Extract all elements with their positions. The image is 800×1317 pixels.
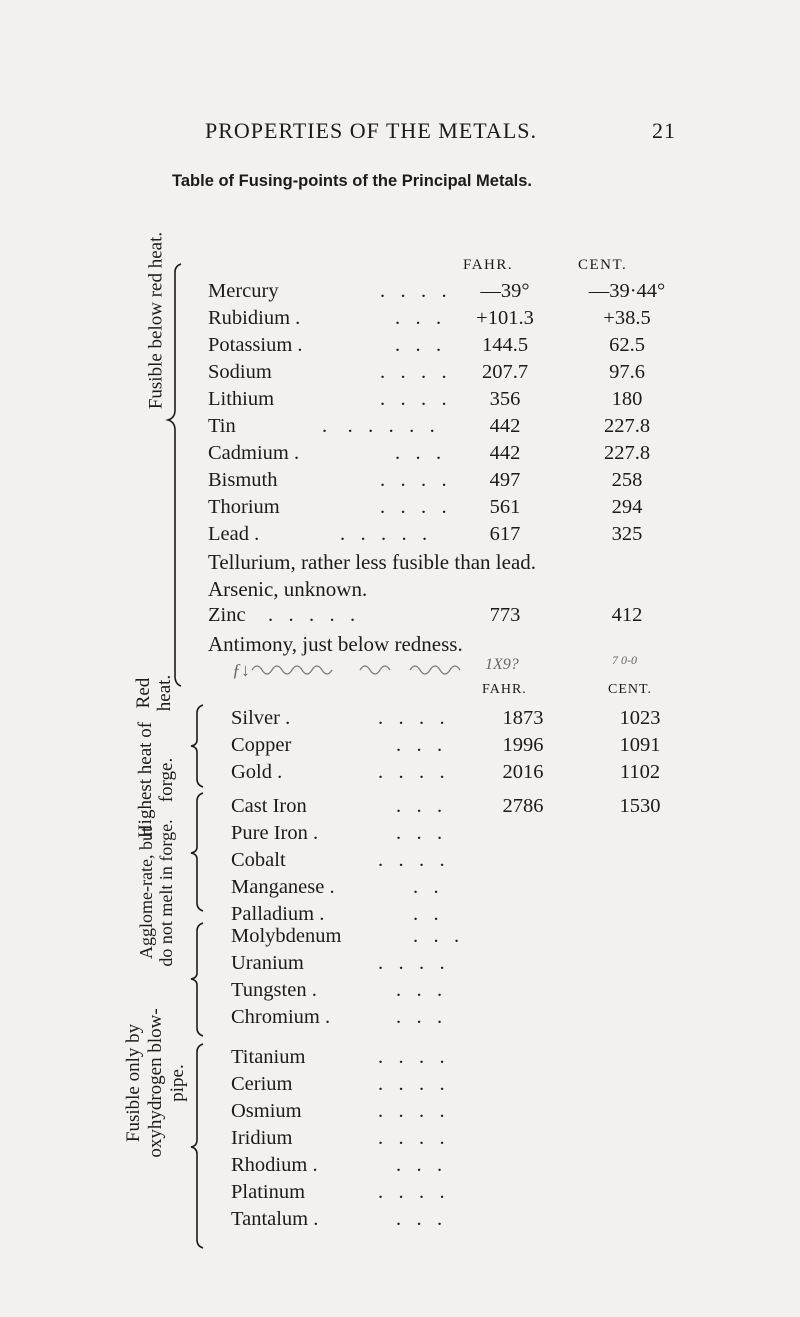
metal-name: Pure Iron .	[231, 822, 319, 844]
handwriting-right: 7 0-0	[612, 653, 637, 667]
leader-dots: . . . .	[380, 280, 447, 302]
metal-name: Tin	[208, 415, 236, 437]
leader-dots: . . . . . .	[322, 415, 435, 437]
metal-name: Thorium	[208, 496, 280, 518]
metal-name: Cobalt	[231, 849, 286, 871]
cent-value: 258	[611, 469, 643, 491]
metal-name: Palladium .	[231, 903, 325, 925]
metal-name: Cast Iron	[231, 795, 307, 817]
cent-value: 180	[611, 388, 643, 410]
fahr-value: 2786	[502, 795, 544, 817]
metal-name: Lithium	[208, 388, 275, 410]
group-label-red-heat: Red heat.	[133, 674, 175, 712]
leader-dots: . . .	[396, 822, 443, 844]
metal-name: Osmium	[231, 1100, 302, 1122]
note-antimony: Antimony, just below redness.	[208, 632, 463, 656]
fahr-header: FAHR.	[463, 257, 514, 273]
metal-name: Cadmium .	[208, 442, 300, 464]
leader-dots: . .	[413, 876, 439, 898]
leader-dots: . . . .	[378, 1127, 445, 1149]
fahr-value: 442	[489, 442, 521, 464]
handwriting-left: ƒ↓	[232, 660, 250, 680]
leader-dots: . . . .	[378, 849, 445, 871]
leader-dots: . . . .	[380, 388, 447, 410]
metal-name: Silver .	[231, 707, 291, 729]
leader-dots: . . .	[396, 795, 443, 817]
metal-name: Potassium .	[208, 334, 303, 356]
table-row	[0, 280, 800, 306]
handwriting-mid: 1X9?	[485, 656, 519, 673]
fahr-header-2: FAHR.	[482, 682, 527, 697]
leader-dots: . . . .	[380, 496, 447, 518]
leader-dots: . . .	[396, 734, 443, 756]
leader-dots: . . .	[395, 307, 442, 329]
fahr-value: 773	[489, 604, 521, 626]
leader-dots: . . . . .	[268, 604, 356, 626]
page-number: 21	[652, 118, 676, 143]
fahr-value: 144.5	[481, 334, 529, 356]
group-label-agglomerate: Agglome-rate, but do not melt in forge.	[136, 819, 176, 967]
fahr-value: 2016	[502, 761, 544, 783]
leader-dots: . . . .	[378, 1073, 445, 1095]
leader-dots: . . . .	[380, 469, 447, 491]
fahr-value: 497	[489, 469, 521, 491]
metal-name: Sodium	[208, 361, 272, 383]
fahr-value: 617	[489, 523, 521, 545]
leader-dots: . . .	[395, 334, 442, 356]
cent-value: 412	[611, 604, 643, 626]
leader-dots: . . .	[395, 442, 442, 464]
table-title: Table of Fusing-points of the Principal Metals.	[172, 172, 532, 190]
cent-value: 1102	[619, 761, 661, 783]
leader-dots: . . . . .	[340, 523, 428, 545]
fahr-value: 1996	[502, 734, 544, 756]
brace-group-1	[168, 264, 181, 686]
brace-group-2	[191, 705, 203, 787]
leader-dots: . . . .	[380, 361, 447, 383]
leader-dots: . . . .	[378, 1181, 445, 1203]
metal-name: Chromium .	[231, 1006, 331, 1028]
metal-name: Molybdenum	[231, 925, 342, 947]
fahr-value: 442	[489, 415, 521, 437]
leader-dots: . . . .	[378, 952, 445, 974]
fahr-value: 561	[489, 496, 521, 518]
leader-dots: . . . .	[378, 1046, 445, 1068]
metal-name: Platinum	[231, 1181, 306, 1203]
leader-dots: . . . .	[378, 707, 445, 729]
leader-dots: . . .	[396, 1208, 443, 1230]
brace-group-4	[191, 923, 203, 1036]
metal-name: Iridium	[231, 1127, 293, 1149]
cent-value: 227.8	[603, 442, 651, 464]
note-arsenic: Arsenic, unknown.	[208, 577, 368, 601]
metal-name: Tungsten .	[231, 979, 317, 1001]
leader-dots: . . . .	[378, 761, 445, 783]
cent-value: 1091	[619, 734, 661, 756]
metal-name: Titanium	[231, 1046, 306, 1068]
cent-value: 325	[611, 523, 643, 545]
leader-dots: . .	[413, 903, 439, 925]
metal-name: Lead .	[208, 523, 260, 545]
leader-dots: . . .	[396, 979, 443, 1001]
metal-name: Gold .	[231, 761, 283, 783]
fahr-value: 356	[489, 388, 521, 410]
metal-name: Cerium	[231, 1073, 293, 1095]
metal-name: Manganese .	[231, 876, 335, 898]
handwriting-squiggle	[250, 658, 470, 678]
cent-value: 1023	[619, 707, 661, 729]
note-tellurium: Tellurium, rather less fusible than lead.	[208, 550, 537, 574]
fahr-value: 1873	[502, 707, 544, 729]
metal-name: Bismuth	[208, 469, 278, 491]
metal-name: Mercury	[208, 280, 279, 302]
brace-group-3	[191, 793, 203, 911]
running-head-title: PROPERTIES OF THE METALS.	[205, 118, 537, 143]
metal-name: Copper	[231, 734, 292, 756]
cent-value: 294	[611, 496, 643, 518]
cent-value: 62.5	[609, 334, 645, 356]
leader-dots: . . . .	[378, 1100, 445, 1122]
brace-group-5	[191, 1044, 203, 1248]
metal-name: Rubidium .	[208, 307, 301, 329]
cent-value: 1530	[619, 795, 661, 817]
cent-value: 227.8	[603, 415, 651, 437]
group-label-oxyhydrogen: Fusible only by oxyhydrogen blow-pipe.	[123, 1008, 188, 1158]
metal-name: Rhodium .	[231, 1154, 318, 1176]
cent-value: —39·44°	[588, 280, 666, 302]
group-label-highest-heat: Highest heat of forge.	[135, 721, 177, 839]
cent-header-2: CENT.	[608, 682, 653, 697]
fahr-value: +101.3	[476, 307, 534, 329]
fahr-value: —39°	[480, 280, 530, 302]
metal-name: Zinc	[208, 604, 246, 626]
fahr-value: 207.7	[481, 361, 529, 383]
cent-value: 97.6	[609, 361, 645, 383]
metal-name: Tantalum .	[231, 1208, 319, 1230]
metal-name: Uranium	[231, 952, 304, 974]
leader-dots: . . .	[396, 1006, 443, 1028]
leader-dots: . . .	[396, 1154, 443, 1176]
cent-header: CENT.	[578, 257, 628, 273]
group-label-below-red: Fusible below red heat.	[145, 231, 167, 410]
cent-value: +38.5	[603, 307, 651, 329]
leader-dots: . . .	[413, 925, 460, 947]
